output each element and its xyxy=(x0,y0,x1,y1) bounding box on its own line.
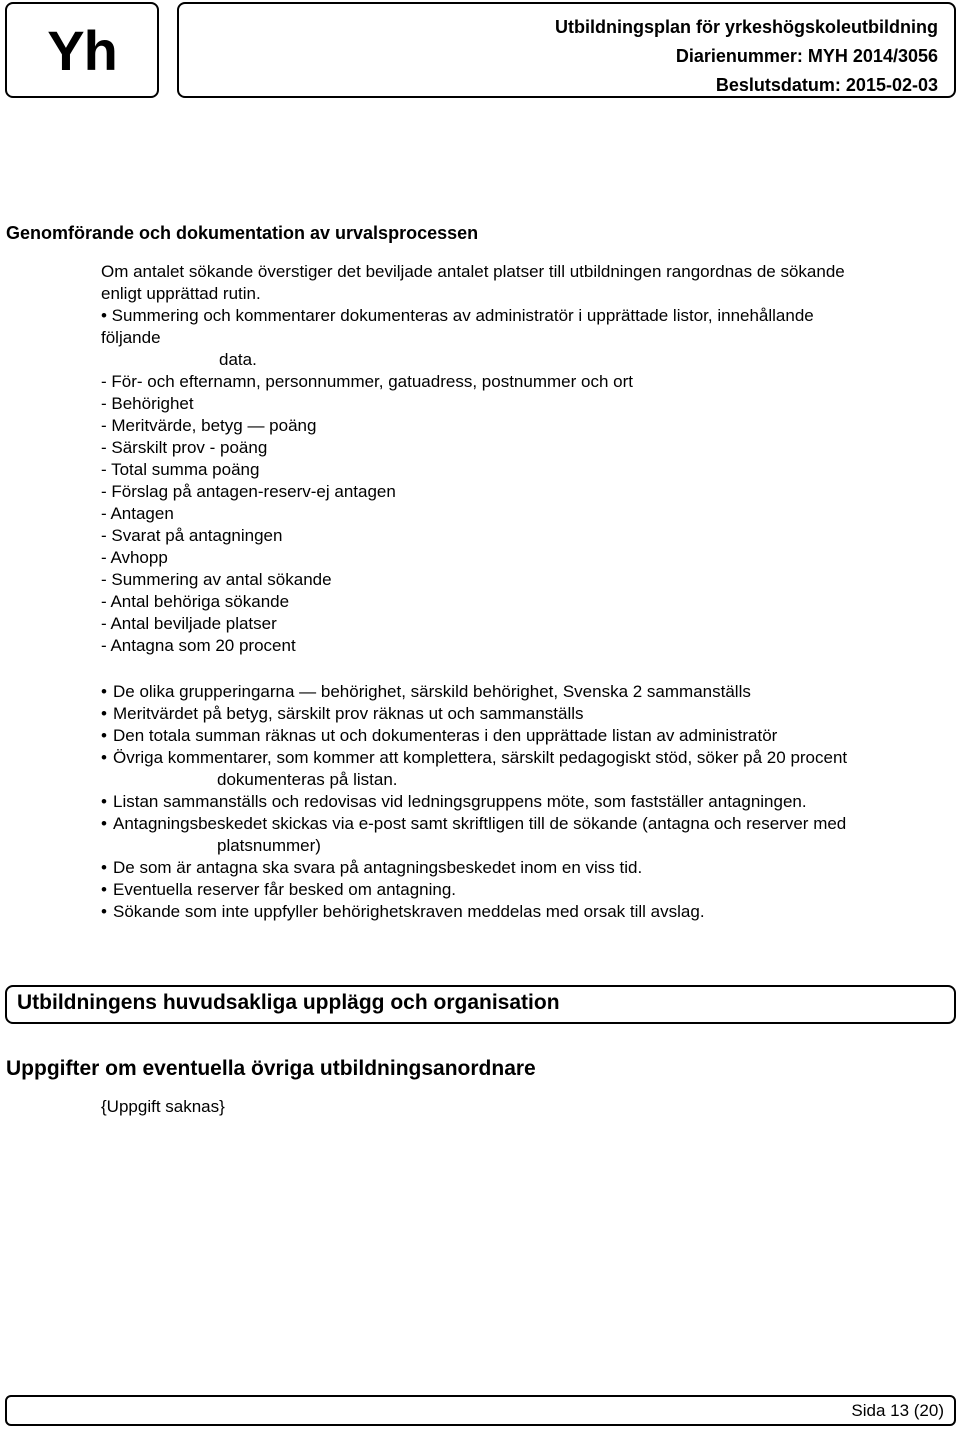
list-item xyxy=(101,747,951,791)
bullet-icon: • xyxy=(101,726,107,745)
header-diarienummer: Diarienummer: MYH 2014/3056 xyxy=(675,46,938,66)
data-item: - Summering av antal sökande xyxy=(101,570,332,589)
bullet-text: Antagningsbeskedet skickas via e-post samt skriftligen till de sökande (antagna och reserver med xyxy=(113,814,847,833)
bullet-text: Den totala summan räknas ut och dokumenteras i den upprättade listan av administratör xyxy=(113,726,778,745)
section-box-upplagg xyxy=(5,985,956,1024)
bullet-icon: • xyxy=(101,792,107,811)
header-beslutsdatum: Beslutsdatum: 2015-02-03 xyxy=(715,75,938,95)
logo-box xyxy=(5,2,159,98)
bullet-text: De som är antagna ska svara på antagningsbeskedet inom en viss tid. xyxy=(113,858,643,877)
intro-line: data. xyxy=(219,350,257,369)
bullet-icon: • xyxy=(101,858,107,877)
bullet-continuation: platsnummer) xyxy=(217,836,321,855)
bullet-continuation: dokumenteras på listan. xyxy=(217,770,398,789)
section-heading-ovriga-anordnare: Uppgifter om eventuella övriga utbildningsanordnare xyxy=(6,1057,536,1080)
list-item xyxy=(101,857,951,879)
list-item xyxy=(101,901,951,923)
page-number: Sida 13 (20) xyxy=(851,1401,944,1420)
intro-line: följande xyxy=(101,328,161,347)
list-item xyxy=(101,681,951,703)
process-bullet-list xyxy=(101,681,951,923)
data-item: - Meritvärde, betyg — poäng xyxy=(101,416,317,435)
bullet-icon: • xyxy=(101,902,107,921)
bullet-text: Eventuella reserver får besked om antagning. xyxy=(113,880,457,899)
list-item xyxy=(101,879,951,901)
bullet-text: Övriga kommentarer, som kommer att komplettera, särskilt pedagogiskt stöd, söker på 20 procent xyxy=(113,748,848,767)
data-item: - Särskilt prov - poäng xyxy=(101,438,268,457)
bullet-icon: • xyxy=(101,748,107,767)
data-item: - Svarat på antagningen xyxy=(101,526,283,545)
missing-info-text: {Uppgift saknas} xyxy=(101,1097,225,1116)
bullet-text: Meritvärdet på betyg, särskilt prov räknas ut och sammanställs xyxy=(113,704,584,723)
list-item xyxy=(101,703,951,725)
logo-text: Yh xyxy=(47,18,117,82)
data-item: - För- och efternamn, personnummer, gatuadress, postnummer och ort xyxy=(101,372,633,391)
bullet-text: Sökande som inte uppfyller behörighetskraven meddelas med orsak till avslag. xyxy=(113,902,705,921)
intro-line: Om antalet sökande överstiger det beviljade antalet platser till utbildningen rangordnas de sökande xyxy=(101,262,845,281)
data-item: - Antal behöriga sökande xyxy=(101,592,290,611)
data-item: - Antal beviljade platser xyxy=(101,614,277,633)
bullet-icon: • xyxy=(101,814,107,833)
data-item: - Avhopp xyxy=(101,548,168,567)
bullet-text: De olika grupperingarna — behörighet, särskild behörighet, Svenska 2 sammanställs xyxy=(113,682,751,701)
data-item: - Antagna som 20 procent xyxy=(101,636,296,655)
intro-line: • Summering och kommentarer dokumenteras av administratör i upprättade listor, innehållande xyxy=(101,306,814,325)
document-header xyxy=(177,2,956,98)
list-item xyxy=(101,791,951,813)
bullet-icon: • xyxy=(101,682,107,701)
data-item: - Behörighet xyxy=(101,394,194,413)
header-title: Utbildningsplan för yrkeshögskoleutbildning xyxy=(554,17,938,37)
data-item: - Total summa poäng xyxy=(101,460,260,479)
list-item xyxy=(101,813,951,857)
data-item: - Antagen xyxy=(101,504,174,523)
list-item xyxy=(101,725,951,747)
bullet-text: Listan sammanställs och redovisas vid ledningsgruppens möte, som fastställer antagningen. xyxy=(113,792,807,811)
bullet-icon: • xyxy=(101,880,107,899)
section-heading-upplagg: Utbildningens huvudsakliga upplägg och organisation xyxy=(17,991,560,1014)
section-heading-urvalsprocessen: Genomförande och dokumentation av urvalsprocessen xyxy=(6,223,479,243)
intro-line: enligt upprättad rutin. xyxy=(101,284,261,303)
data-item: - Förslag på antagen-reserv-ej antagen xyxy=(101,482,396,501)
bullet-icon: • xyxy=(101,704,107,723)
urval-description xyxy=(101,261,951,657)
page-footer xyxy=(5,1395,956,1426)
